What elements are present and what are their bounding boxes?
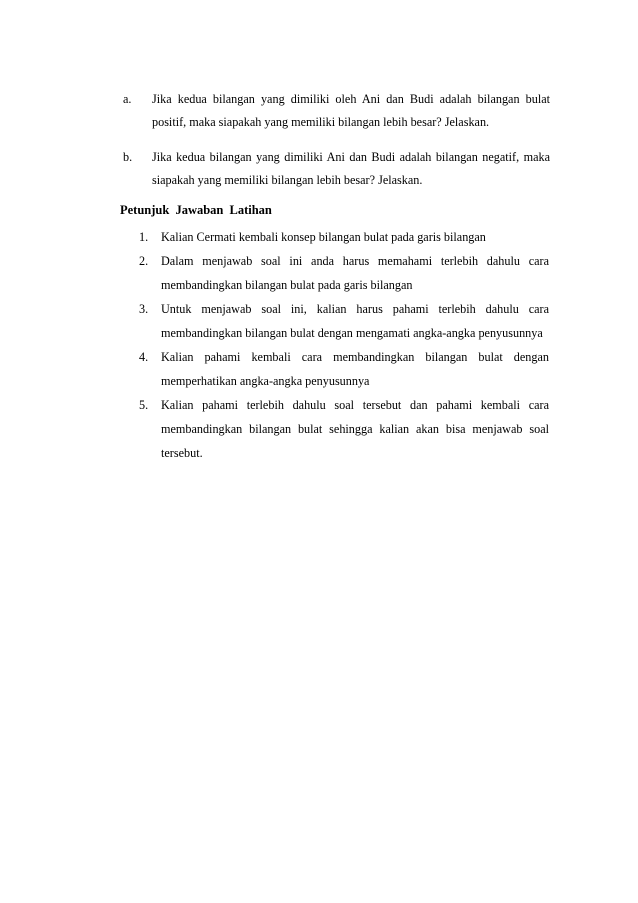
list-number: 2.	[139, 254, 149, 268]
answer-hint-text: Kalian pahami kembali cara membandingkan bilangan bulat dengan memperhatikan angka-angka penyusunnya	[161, 350, 549, 388]
answer-hint-item-3	[139, 297, 549, 345]
list-number: 4.	[139, 350, 149, 364]
answer-hint-text: Untuk menjawab soal ini, kalian harus pahami terlebih dahulu cara membandingkan bilangan bulat dengan mengamati angka-angka penyusunnya	[161, 302, 549, 340]
list-number: 1.	[139, 230, 149, 244]
list-number: 5.	[139, 398, 149, 412]
answer-hint-text: Kalian Cermati kembali konsep bilangan bulat pada garis bilangan	[161, 230, 486, 244]
list-number: 3.	[139, 302, 149, 316]
answer-hint-item-2	[139, 249, 549, 297]
question-text: Jika kedua bilangan yang dimiliki oleh Ani dan Budi adalah bilangan bulat positif, maka siapakah yang memiliki bilangan lebih besar? Jelaskan.	[152, 92, 550, 129]
answer-hint-item-1	[139, 225, 549, 249]
section-heading: Petunjuk Jawaban Latihan	[120, 203, 272, 217]
question-marker: b.	[123, 150, 133, 164]
answer-hint-text: Dalam menjawab soal ini anda harus memahami terlebih dahulu cara membandingkan bilangan bulat pada garis bilangan	[161, 254, 549, 292]
answer-hint-item-4	[139, 345, 549, 393]
question-marker: a.	[123, 92, 132, 106]
question-item-b	[122, 146, 550, 192]
answer-hint-item-5	[139, 393, 549, 465]
answer-hint-list	[139, 225, 549, 465]
question-text: Jika kedua bilangan yang dimiliki Ani dan Budi adalah bilangan negatif, maka siapakah yang memiliki bilangan lebih besar? Jelaskan.	[152, 150, 550, 187]
answer-hint-text: Kalian pahami terlebih dahulu soal tersebut dan pahami kembali cara membandingkan bilangan bulat sehingga kalian akan bisa menjawab soal tersebut.	[161, 398, 549, 460]
question-list	[122, 88, 550, 204]
question-item-a	[122, 88, 550, 134]
